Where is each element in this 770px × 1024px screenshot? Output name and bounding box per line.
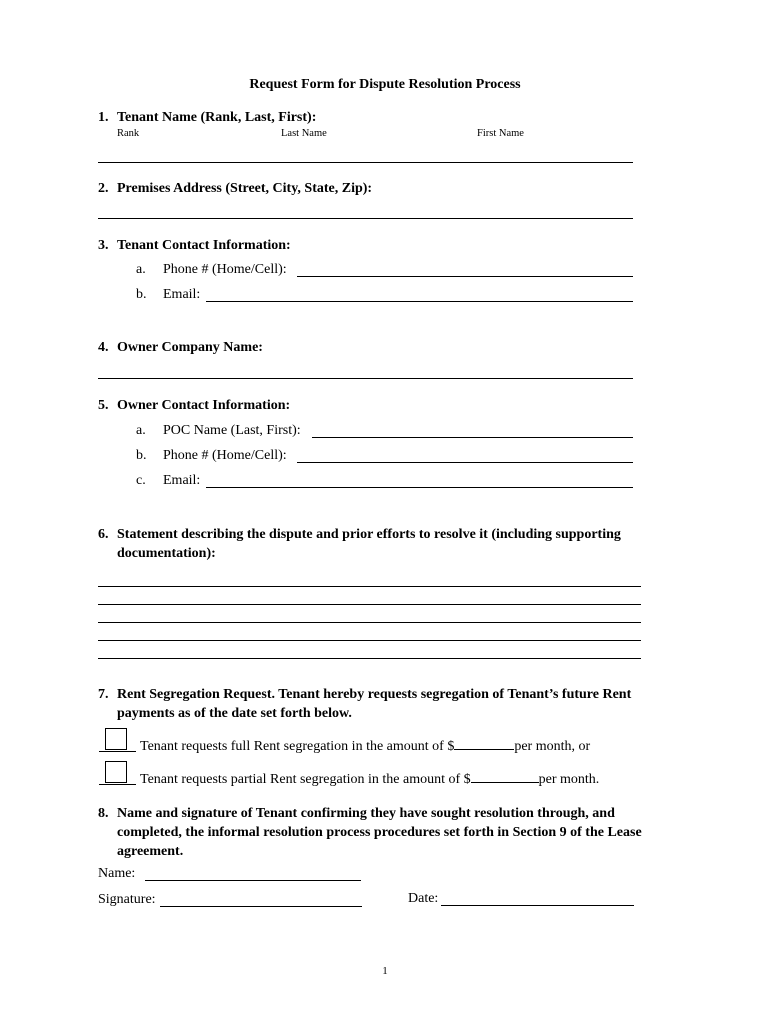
premises-address-field[interactable] (98, 218, 633, 219)
item-letter: c. (136, 473, 146, 488)
section-3-label: Tenant Contact Information: (117, 238, 291, 253)
partial-amount-field[interactable] (471, 770, 539, 783)
statement-line-2[interactable] (98, 604, 641, 605)
signature-field[interactable] (160, 906, 362, 907)
section-5-number: 5. (98, 398, 109, 413)
item-letter: b. (136, 287, 147, 302)
poc-name-label (136, 423, 301, 439)
name-field[interactable] (145, 880, 361, 881)
section-8-number: 8. (98, 806, 109, 821)
tenant-name-field[interactable] (98, 162, 633, 163)
full-segregation-text: Tenant requests full Rent segregation in the amount of $ (140, 739, 455, 754)
section-7-rent-segregation (98, 685, 688, 723)
section-4-label: Owner Company Name: (117, 340, 263, 355)
section-1-label: Tenant Name (Rank, Last, First): (117, 110, 317, 125)
item-label: Email: (163, 473, 201, 488)
full-amount-field[interactable] (454, 737, 514, 750)
item-letter: b. (136, 448, 147, 463)
rank-column-label: Rank (117, 128, 140, 139)
page-title: Request Form for Dispute Resolution Process (249, 77, 521, 92)
owner-phone-label (136, 448, 287, 464)
tenant-phone-label (136, 262, 287, 278)
section-6-number: 6. (98, 527, 109, 542)
section-3-number: 3. (98, 238, 109, 253)
section-3-heading (98, 238, 291, 254)
item-label: Email: (163, 287, 201, 302)
date-field[interactable] (441, 905, 634, 906)
signature-label: Signature: (98, 892, 156, 907)
section-2-heading (98, 181, 372, 197)
section-5-label: Owner Contact Information: (117, 398, 291, 413)
item-letter: a. (136, 423, 146, 438)
owner-email-label (136, 473, 200, 489)
tenant-email-label (136, 287, 200, 303)
item-label: POC Name (Last, First): (163, 423, 301, 438)
section-6-statement (98, 525, 678, 563)
section-8-text: Name and signature of Tenant confirming they have sought resolution through, and completed, the informal resolution process procedures set forth in Section 9 of the Lease agreement. (117, 806, 642, 859)
page-number: 1 (382, 965, 388, 977)
section-5-heading (98, 398, 290, 414)
first-name-column-label: First Name (477, 128, 524, 139)
owner-company-field[interactable] (98, 378, 633, 379)
partial-segregation-option (140, 770, 599, 788)
section-8-confirmation (98, 804, 673, 861)
section-4-heading (98, 340, 263, 356)
full-segregation-underline (99, 751, 136, 752)
statement-line-5[interactable] (98, 658, 641, 659)
section-1-number: 1. (98, 110, 109, 125)
section-6-text: Statement describing the dispute and prior efforts to resolve it (including supporting documentation): (117, 527, 621, 561)
statement-line-4[interactable] (98, 640, 641, 641)
full-segregation-option (140, 737, 590, 755)
section-7-text: Rent Segregation Request. Tenant hereby requests segregation of Tenant’s future Rent payments as of the date set forth below. (117, 687, 632, 721)
section-7-number: 7. (98, 687, 109, 702)
owner-phone-field[interactable] (297, 462, 633, 463)
statement-line-1[interactable] (98, 586, 641, 587)
tenant-email-field[interactable] (206, 301, 633, 302)
name-label: Name: (98, 866, 136, 881)
last-name-column-label: Last Name (281, 128, 327, 139)
partial-segregation-underline (99, 784, 136, 785)
partial-segregation-text: Tenant requests partial Rent segregation in the amount of $ (140, 772, 471, 787)
tenant-phone-field[interactable] (297, 276, 633, 277)
section-2-number: 2. (98, 181, 109, 196)
section-1-heading (98, 110, 316, 126)
item-label: Phone # (Home/Cell): (163, 262, 287, 277)
owner-email-field[interactable] (206, 487, 633, 488)
section-2-label: Premises Address (Street, City, State, Zip): (117, 181, 373, 196)
full-segregation-checkbox[interactable] (105, 728, 127, 750)
full-segregation-suffix: per month, or (514, 739, 591, 754)
partial-segregation-suffix: per month. (538, 772, 600, 787)
statement-line-3[interactable] (98, 622, 641, 623)
date-label: Date: (408, 891, 439, 906)
section-4-number: 4. (98, 340, 109, 355)
poc-name-field[interactable] (312, 437, 633, 438)
partial-segregation-checkbox[interactable] (105, 761, 127, 783)
item-label: Phone # (Home/Cell): (163, 448, 287, 463)
item-letter: a. (136, 262, 146, 277)
